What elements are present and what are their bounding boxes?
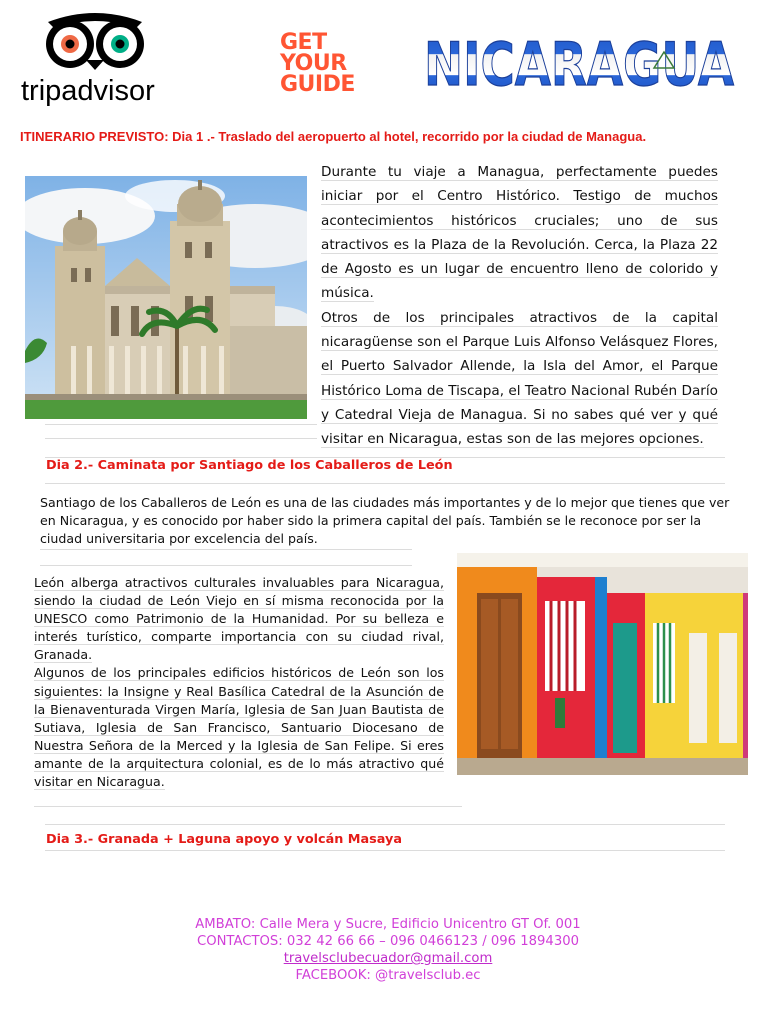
day2-paragraph-1: León alberga atractivos culturales invaluables para Nicaragua, siendo la ciudad de León Viejo en sí misma reconocida por la UNESCO como Patrimonio de la Humanidad. Por su belleza e interés turístico, comparte importancia con su ciudad rival, Granada.: [34, 575, 444, 663]
day2-description: [34, 574, 444, 791]
divider-line: [45, 438, 317, 439]
gyg-line-3: GUIDE: [280, 72, 355, 97]
footer-facebook: FACEBOOK: @travelsclub.ec: [295, 968, 481, 983]
footer-address: AMBATO: Calle Mera y Sucre, Edificio Unicentro GT Of. 001: [195, 917, 581, 932]
nicaragua-flag-logo: [422, 30, 737, 92]
day2-intro: Santiago de los Caballeros de León es una de las ciudades más importantes y de lo mejor que tienes que ver en Nicaragua, y es conocido por haber sido la primera capital del país. También se le reconoce por ser la ciudad universitaria por excelencia del país.: [40, 495, 730, 546]
day2-paragraph-2: Algunos de los principales edificios históricos de León son los siguientes: la Insigne y Real Basílica Catedral de la Asunción de la Bienaventurada Virgen María, Iglesia de San Juan Bautista de Sutiava, Iglesia de San Francisco, Santuario Diocesano de Nuestra Señora de la Merced y la Iglesia de San Felipe. Si eres amante de la arquitectura colonial, es de lo más atractivo qué visitar en Nicaragua.: [34, 665, 444, 790]
day1-paragraph-1: Durante tu viaje a Managua, perfectamente puedes iniciar por el Centro Histórico. Testigo de muchos acontecimientos históricos cruciales; uno de sus atractivos es la Plaza de la Revolución. Cerca, la Plaza 22 de Agosto es un lugar de encuentro lleno de colorido y música.: [321, 164, 718, 302]
day2-title: Dia 2.- Caminata por Santiago de los Caballeros de León: [46, 458, 453, 473]
gyg-line-2: YOUR: [280, 51, 347, 76]
contact-footer: [0, 916, 768, 984]
getyourguide-logo: [280, 32, 380, 95]
divider-line: [45, 483, 725, 484]
tripadvisor-wordmark: tripadvisor: [21, 75, 155, 107]
divider-line: [40, 549, 412, 550]
day3-title: Dia 3.- Granada + Laguna apoyo y volcán Masaya: [46, 832, 403, 847]
leon-colorful-houses-photo: [457, 553, 748, 775]
day1-description: [321, 160, 718, 452]
footer-email-link[interactable]: travelsclubecuador@gmail.com: [283, 951, 493, 966]
itinerary-heading: ITINERARIO PREVISTO: Dia 1 .- Traslado del aeropuerto al hotel, recorrido por la ciudad de Managua.: [20, 129, 647, 144]
nicaragua-title: NICARAGUA: [424, 30, 735, 92]
divider-line: [34, 806, 462, 807]
divider-line: [45, 424, 317, 425]
managua-cathedral-photo: [25, 176, 307, 419]
day1-paragraph-2: Otros de los principales atractivos de la capital nicaragüense son el Parque Luis Alfonso Velásquez Flores, el Puerto Salvador Allende, la Isla del Amor, el Parque Histórico Loma de Tiscapa, el Teatro Nacional Rubén Darío y Catedral Vieja de Managua. Si no sabes qué ver y qué visitar en Nicaragua, estas son de las mejores opciones.: [321, 309, 718, 448]
divider-line: [45, 850, 725, 851]
footer-contacts: CONTACTOS: 032 42 66 66 – 096 0466123 / 096 1894300: [196, 934, 579, 949]
gyg-line-1: GET: [280, 30, 327, 55]
divider-line: [45, 824, 725, 825]
divider-line: [40, 565, 412, 566]
